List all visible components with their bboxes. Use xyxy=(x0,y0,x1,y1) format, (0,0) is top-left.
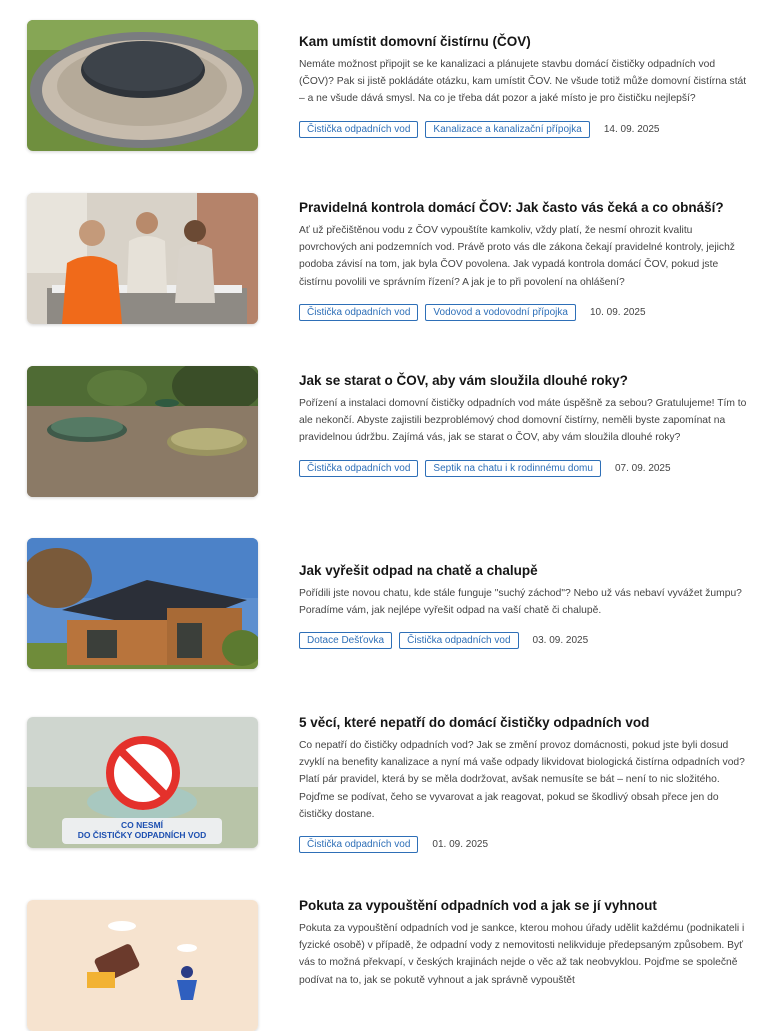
article-thumbnail[interactable] xyxy=(27,900,258,1031)
wooden-cabin-image xyxy=(27,538,258,669)
article-excerpt: Co nepatří do čističky odpadních vod? Jak se změní provoz domácnosti, pokud jste byli dosud zvyklí na benefity kanalizace a nyní má vaše odpady likvidovat biologická čistírna odpadních vod? Platí pár pravidel, která by se měla dodržovat, avšak nemusíte se bát – není to nic složitého. Pojďme se podívat, čeho se vyvarovat a jak reagovat, pokud se škodlivý obsah přece jen do čističky dostane. xyxy=(299,740,745,820)
tag-link[interactable]: Čistička odpadních vod xyxy=(299,121,418,138)
article-title[interactable]: Pokuta za vypouštění odpadních vod a jak se jí vyhnout xyxy=(299,898,657,913)
tag-link[interactable]: Dotace Dešťovka xyxy=(299,632,392,649)
tag-link[interactable]: Septik na chatu i k rodinnému domu xyxy=(425,460,601,477)
article-meta xyxy=(299,121,749,138)
article-date: 01. 09. 2025 xyxy=(432,839,489,851)
article-excerpt: Pořídili jste novou chatu, kde stále funguje "suchý záchod"? Nebo už vás nebaví vyvážet žumpu? Poradíme vám, jak nejlépe vyřešit odpad na vaší chatě či chalupě. xyxy=(299,588,742,617)
article-excerpt: Pokuta za vypouštění odpadních vod je sankce, kterou mohou úřady udělit každému (podnikateli i fyzické osobě) v případě, že odpadní vody z nemovitosti nelikviduje předepsaným způsobem. Byť vás to možná překvapí, v českých krajinách nejde o věc až tak neobvyklou. Pojďme se společně podívat na to, jak se pokutě vyhnout a jak správně vypouštět xyxy=(299,923,745,986)
tag-link[interactable]: Čistička odpadních vod xyxy=(299,304,418,321)
article-meta xyxy=(299,836,749,853)
article-title[interactable]: 5 věcí, které nepatří do domácí čističky odpadních vod xyxy=(299,715,650,730)
tag-link[interactable]: Vodovod a vodovodní přípojka xyxy=(425,304,576,321)
article-excerpt: Ať už přečištěnou vodu z ČOV vypouštíte kamkoliv, vždy platí, že nesmí ohrozit kvalitu povrchových ani podzemních vod. Právě proto vás dle zákona čekají pravidelné kontroly, jejichž podoba závisí na tom, jak byla ČOV povolena. Jak vypadá kontrola domácí ČOV, pokud jste čistírnu povolili ve správním řízení? A jak je to při povolení na ohlášení? xyxy=(299,225,735,288)
tag-link[interactable]: Čistička odpadních vod xyxy=(299,836,418,853)
article-title[interactable]: Pravidelná kontrola domácí ČOV: Jak často vás čeká a co obnáší? xyxy=(299,200,724,215)
article-thumbnail[interactable] xyxy=(27,366,258,497)
image-caption-line1: CO NESMÍ xyxy=(120,820,164,830)
tag-link[interactable]: Čistička odpadních vod xyxy=(399,632,518,649)
article-excerpt: Pořízení a instalaci domovní čističky odpadních vod máte úspěšně za sebou? Gratulujeme! Tím to ale nekončí. Abyste zajistili bezproblémový chod domovní čistírny, neměli byste zapomínat na pravidelnou údržbu. Zajímá vás, jak se starat o ČOV, aby vám sloužila dlouhé roky? xyxy=(299,398,747,444)
article-excerpt: Nemáte možnost připojit se ke kanalizaci a plánujete stavbu domácí čističky odpadních vod (ČOV)? Pak si jistě pokládáte otázku, kam umístit ČOV. Ne všude totiž může domovní čistírna stát – a ne všude dává smysl. Na co je třeba dát pozor a jaké místo je pro čističku nejlepší? xyxy=(299,59,747,105)
article-title[interactable]: Kam umístit domovní čistírnu (ČOV) xyxy=(299,34,531,49)
tag-link[interactable]: Čistička odpadních vod xyxy=(299,460,418,477)
image-caption-line2: DO ČISTIČKY ODPADNÍCH VOD xyxy=(77,830,207,840)
article-thumbnail[interactable] xyxy=(27,538,258,669)
article-date: 07. 09. 2025 xyxy=(614,462,671,474)
garden-with-tank-lids-image xyxy=(27,366,258,497)
article-date: 10. 09. 2025 xyxy=(589,306,646,318)
article-date: 03. 09. 2025 xyxy=(532,635,589,647)
septic-lid-image xyxy=(27,20,258,151)
article-thumbnail[interactable] xyxy=(27,717,258,848)
article-meta xyxy=(299,460,749,477)
gavel-illustration-image xyxy=(27,900,258,1031)
people-reviewing-plans-image xyxy=(27,193,258,324)
article-thumbnail[interactable] xyxy=(27,193,258,324)
prohibited-sign-image xyxy=(27,717,258,848)
article-thumbnail[interactable] xyxy=(27,20,258,151)
article-meta xyxy=(299,304,749,321)
article-title[interactable]: Jak se starat o ČOV, aby vám sloužila dlouhé roky? xyxy=(299,373,628,388)
tag-link[interactable]: Kanalizace a kanalizační přípojka xyxy=(425,121,589,138)
article-title[interactable]: Jak vyřešit odpad na chatě a chalupě xyxy=(299,563,538,578)
article-meta xyxy=(299,632,749,649)
article-date: 14. 09. 2025 xyxy=(603,123,660,135)
